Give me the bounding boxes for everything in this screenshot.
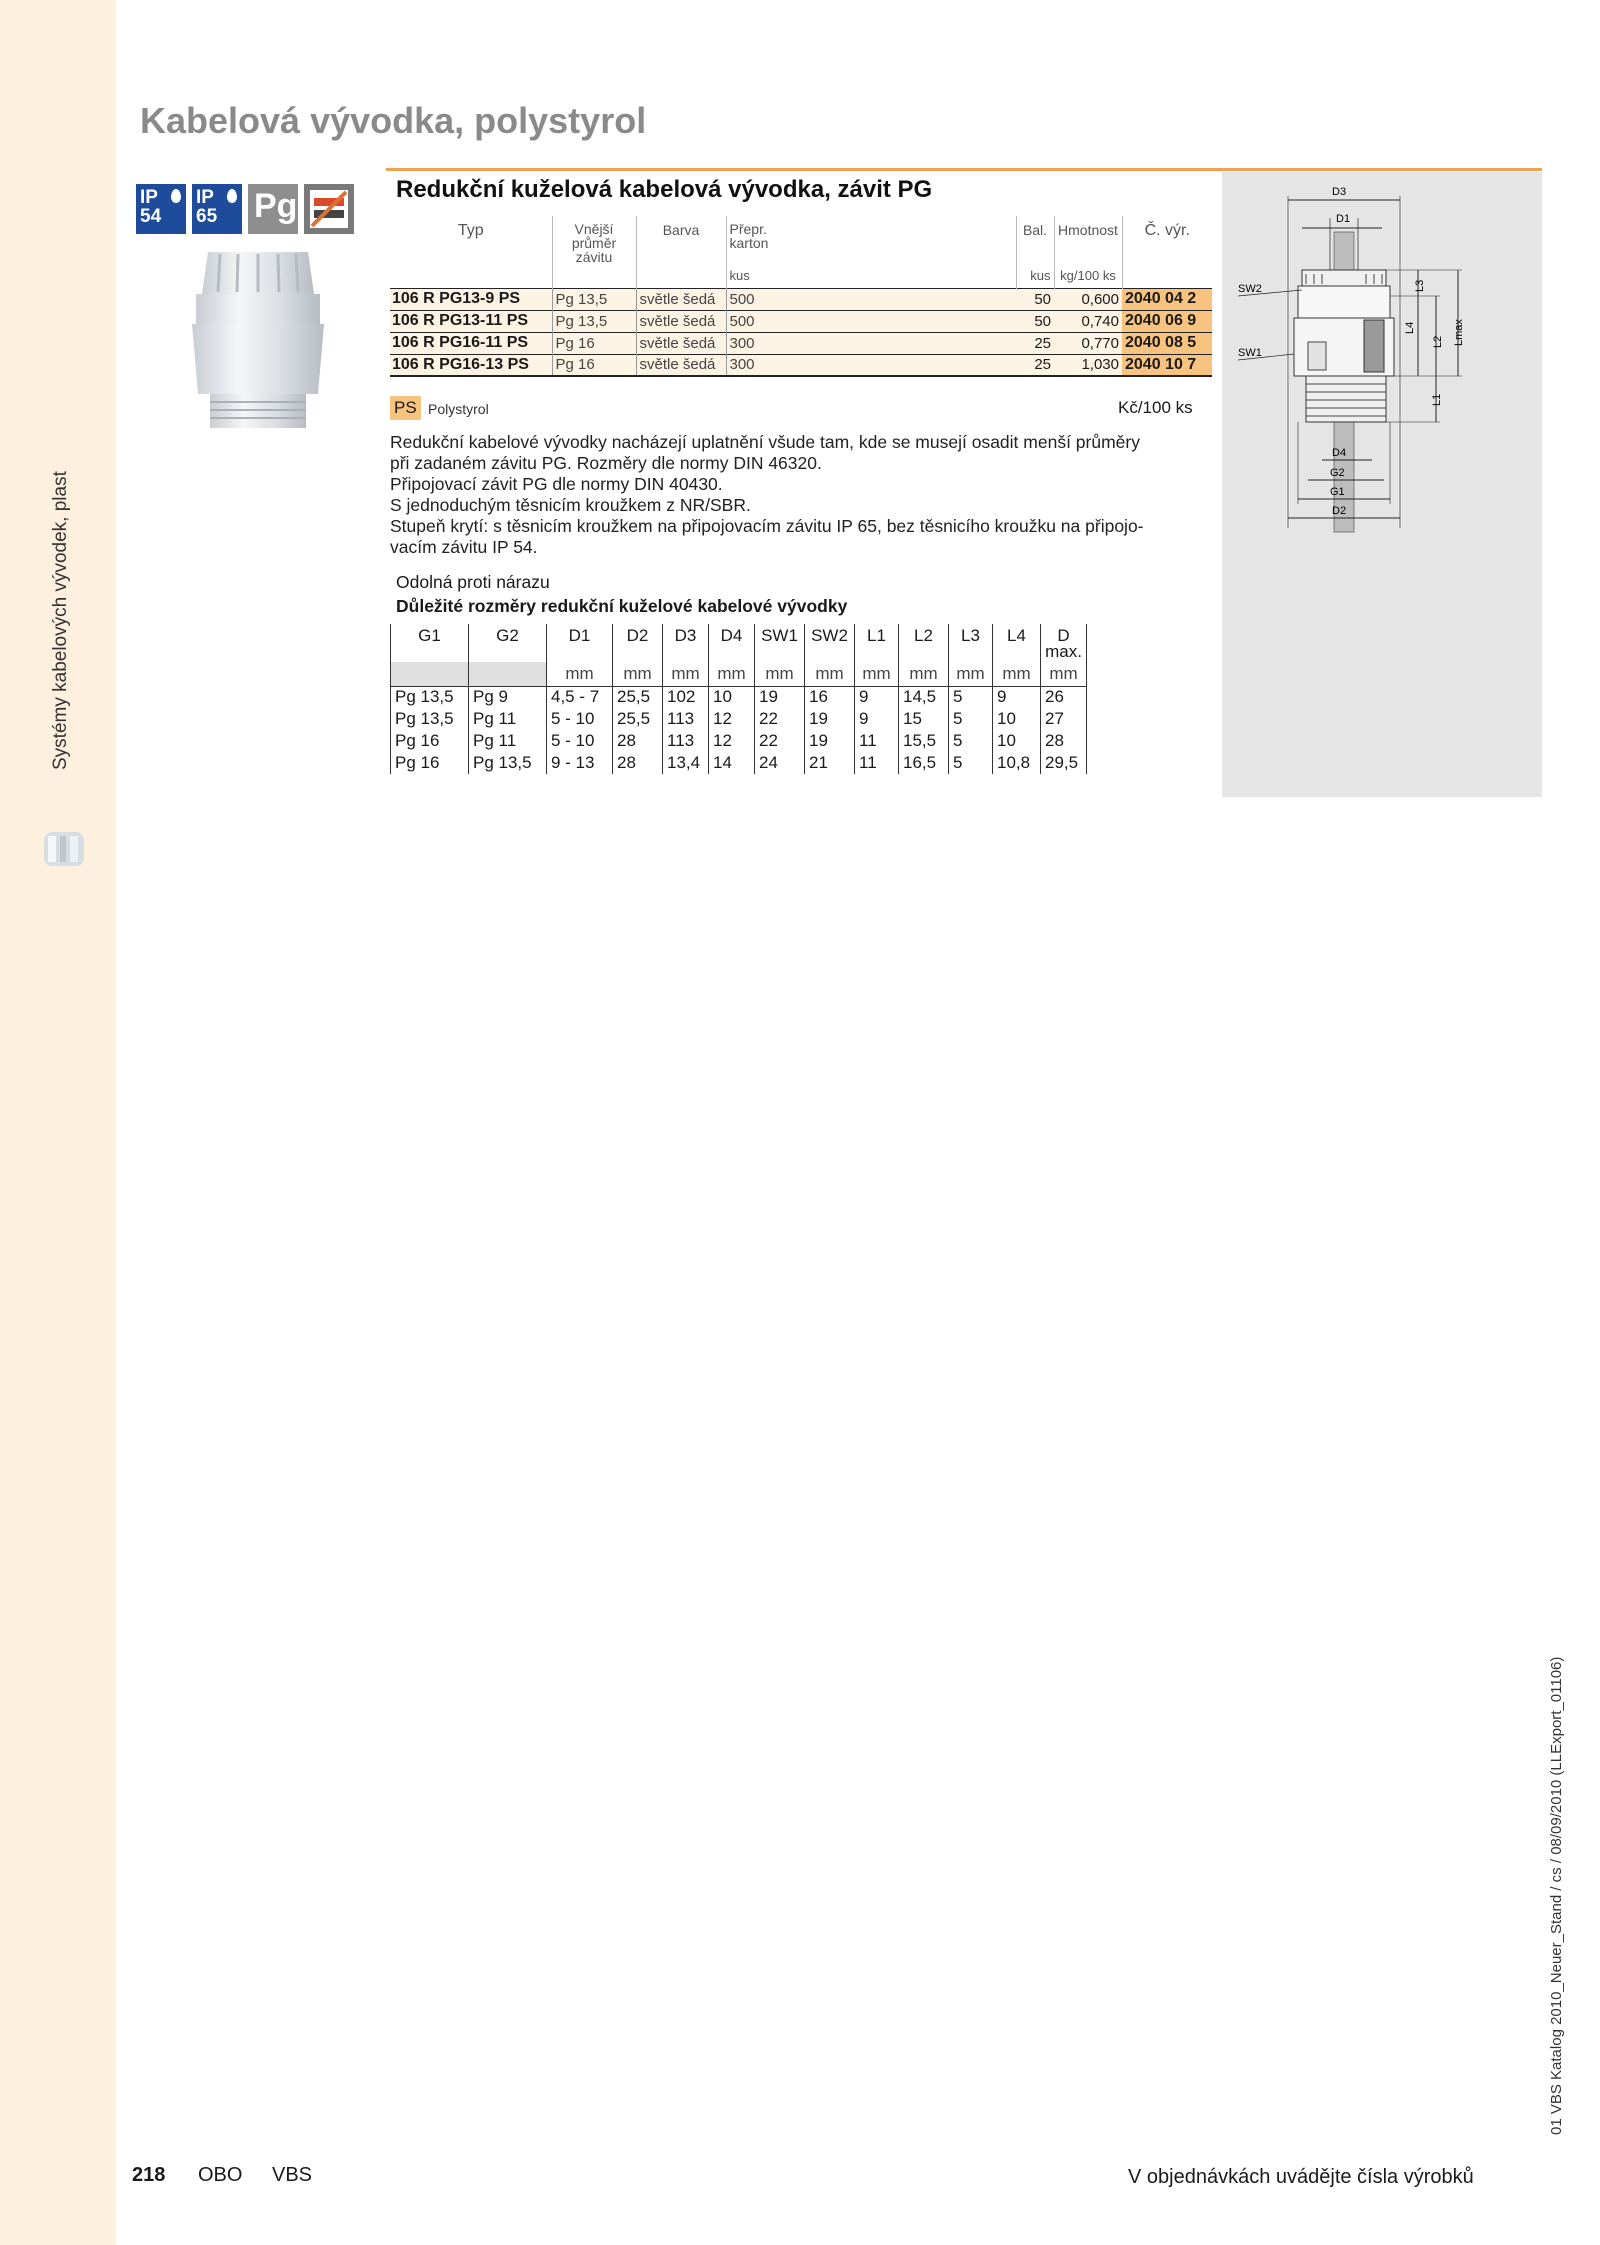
table-row: Pg 16 Pg 13,5 9 - 13 28 13,4 14 24 21 11 16,5 5 10,8 29,5 <box>391 752 1087 774</box>
item-number: 2040 06 9 <box>1122 310 1212 332</box>
ip54-badge: IP 54 <box>136 184 186 234</box>
label-g1: G1 <box>1330 486 1345 498</box>
label-d2: D2 <box>1332 505 1347 517</box>
label-g2: G2 <box>1330 467 1345 479</box>
label-sw1: SW1 <box>1238 347 1262 359</box>
unit-weight: kg/100 ks <box>1054 264 1122 288</box>
label-l1: L1 <box>1431 393 1443 406</box>
footer-export-note: 01 VBS Katalog 2010_Neuer_Stand / cs / 08/09/2010 (LLExport_01106) <box>1548 1656 1565 2135</box>
side-label: Systémy kabelových vývodek, plast <box>50 471 71 770</box>
col-typ: Typ <box>390 216 552 264</box>
label-d3: D3 <box>1332 186 1347 198</box>
footer-catalog: VBS <box>272 2164 313 2186</box>
badge-row <box>136 184 354 234</box>
product-table-header <box>390 216 1212 264</box>
col-color: Barva <box>636 216 726 264</box>
footer-order-note: V objednávkách uvádějte čísla výrobků <box>1128 2166 1474 2188</box>
unit-carton: kus <box>726 264 1016 288</box>
item-number: 2040 04 2 <box>1122 288 1212 310</box>
col-item-no: Č. výr. <box>1144 222 1190 239</box>
ip65-badge: IP 65 <box>192 184 242 234</box>
col-weight: Hmotnost <box>1054 216 1122 264</box>
product-table-units <box>390 264 1212 288</box>
page-title: Kabelová vývodka, polystyrol <box>140 100 647 141</box>
impact-note: Odolná proti nárazu <box>396 572 550 592</box>
item-number: 2040 10 7 <box>1122 354 1212 376</box>
page-number: 218 <box>132 2164 166 2186</box>
price-unit: Kč/100 ks <box>1118 398 1193 417</box>
table-row: 106 R PG16-11 PS Pg 16 světle šedá 300 25 0,770 2040 08 5 <box>390 332 1212 354</box>
product-table <box>390 216 1212 377</box>
label-d4: D4 <box>1332 447 1347 459</box>
table-row: 106 R PG16-13 PS Pg 16 světle šedá 300 25 1,030 2040 10 7 <box>390 354 1212 376</box>
dimensions-units: mm mm mm mm mm mm mm mm mm mm mm <box>391 662 1087 686</box>
table-row: 106 R PG13-11 PS Pg 13,5 světle šedá 500 50 0,740 2040 06 9 <box>390 310 1212 332</box>
unit-pack: kus <box>1016 264 1054 288</box>
label-lmax: Lmax <box>1453 319 1465 346</box>
label-l4: L4 <box>1404 321 1416 334</box>
section-rule <box>386 168 1542 171</box>
table-row: 106 R PG13-9 PS Pg 13,5 světle šedá 500 50 0,600 2040 04 2 <box>390 288 1212 310</box>
dimensions-header: G1 G2 D1 D2 D3 D4 SW1 SW2 L1 L2 L3 L4 D max. <box>391 624 1087 662</box>
footer-brand: OBO <box>198 2164 243 2186</box>
label-l2: L2 <box>1432 335 1444 348</box>
dimensions-table <box>390 624 1087 774</box>
col-carton: Přepr. karton <box>726 216 1016 264</box>
product-photo <box>186 244 330 438</box>
dimensions-title: Důležité rozměry redukční kuželové kabelové vývodky <box>396 596 848 616</box>
product-thumbnail-icon <box>36 826 94 872</box>
table-row: Pg 16 Pg 11 5 - 10 28 113 12 22 19 11 15,5 5 10 28 <box>391 730 1087 752</box>
table-row: Pg 13,5 Pg 11 5 - 10 25,5 113 12 22 19 9 15 5 10 27 <box>391 708 1087 730</box>
halogen-free-icon <box>304 184 354 234</box>
sidebar <box>0 0 116 2245</box>
water-drop-icon <box>171 189 181 203</box>
section-title: Redukční kuželová kabelová vývodka, závit PG <box>396 176 933 203</box>
label-d1: D1 <box>1336 213 1351 225</box>
col-outer-diameter: Vnější průměr závitu <box>552 216 636 264</box>
material-name: Polystyrol <box>428 401 489 417</box>
description: Redukční kabelové vývodky nacházejí uplatnění všude tam, kde se musejí osadit menší průměry při zadaném závitu PG. Rozměry dle normy DIN 46320. Připojovací závit PG dle normy DIN 40430. S jednoduchým těsnicím kroužkem z NR/SBR. Stupeň krytí: s těsnicím kroužkem na připojovacím závitu IP 65, bez těsnicího kroužku na připojo- vacím závitu IP 54. <box>390 432 1144 557</box>
water-drop-icon <box>227 189 237 203</box>
table-row: Pg 13,5 Pg 9 4,5 - 7 25,5 102 10 19 16 9 14,5 5 9 26 <box>391 686 1087 708</box>
material-code-badge: PS <box>390 396 421 420</box>
col-pack: Bal. <box>1016 216 1054 264</box>
label-sw2: SW2 <box>1238 283 1262 295</box>
pg-thread-badge: Pg <box>248 184 298 234</box>
item-number: 2040 08 5 <box>1122 332 1212 354</box>
label-l3: L3 <box>1414 279 1426 292</box>
technical-drawing <box>1222 178 1542 538</box>
